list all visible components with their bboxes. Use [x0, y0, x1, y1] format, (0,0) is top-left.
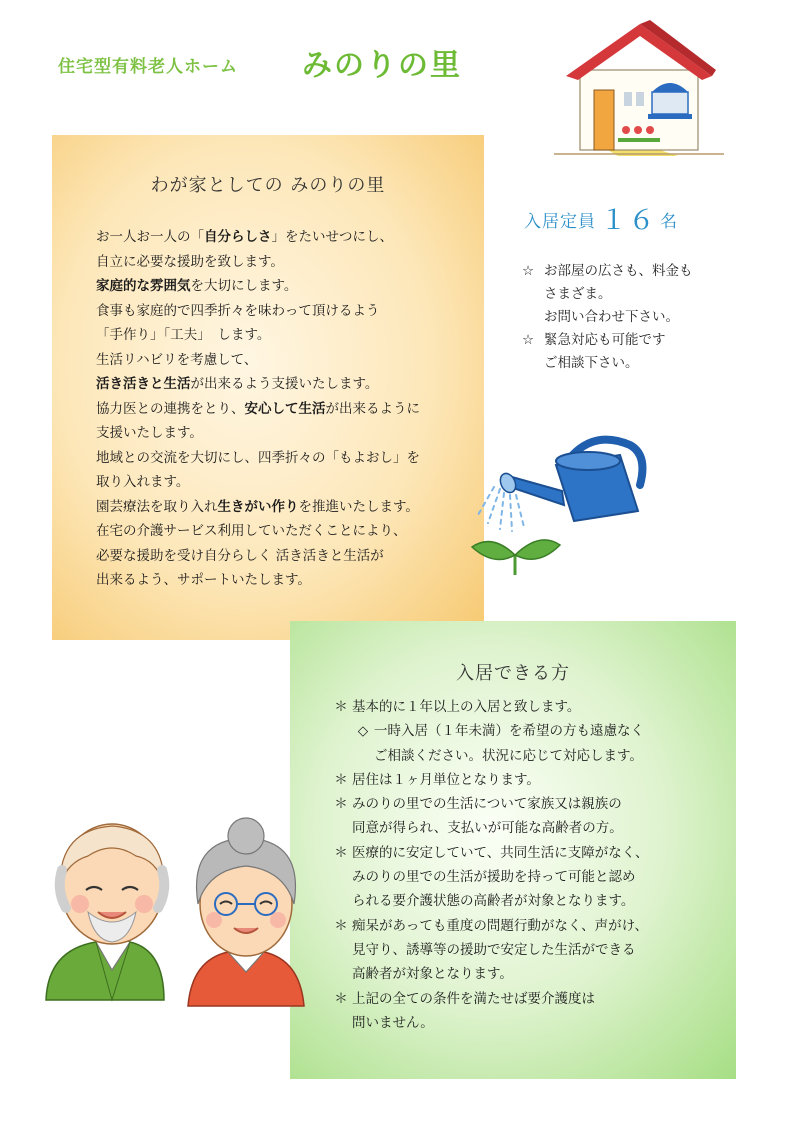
intro-line [96, 299, 476, 324]
asterisk-bullet-icon [330, 889, 352, 913]
asterisk-bullet-icon [330, 938, 352, 962]
asterisk-bullet-icon: ＊ [334, 990, 348, 1007]
intro-line [96, 544, 476, 569]
eligibility-line [330, 841, 730, 865]
capacity-label: 入居定員 [524, 212, 596, 232]
note-line [522, 260, 782, 283]
eligibility-line [330, 962, 730, 986]
asterisk-bullet-icon [330, 962, 352, 986]
intro-text: 在宅の介護サービス利用していただくことにより、 [96, 523, 407, 539]
intro-panel [52, 135, 484, 640]
note-text: お問い合わせ下さい。 [544, 309, 679, 325]
intro-line [96, 323, 476, 348]
capacity-number: １６ [600, 205, 656, 236]
intro-text: 取り入れます。 [96, 474, 190, 490]
eligibility-text: みのりの里での生活について家族又は親族の [352, 796, 622, 813]
facility-name: みのりの里 [302, 48, 462, 83]
eligibility-line [330, 889, 730, 913]
intro-text: 生活リハビリを考慮して、 [96, 351, 258, 368]
diamond-bullet-icon [352, 744, 374, 768]
star-bullet-icon [522, 352, 544, 375]
intro-emphasis: 安心して生活 [244, 400, 326, 417]
eligibility-line [330, 914, 730, 938]
intro-line [96, 446, 476, 471]
intro-text: が出来るように [325, 400, 420, 417]
eligibility-text: 痴呆があっても重度の問題行動がなく、声がけ、 [352, 917, 649, 934]
eligibility-line [330, 938, 730, 962]
intro-text: 食事も家庭的で四季折々を味わって頂けるよう [96, 302, 380, 319]
intro-text: を大切にします。 [190, 278, 298, 294]
intro-body [96, 225, 476, 593]
intro-text: 出来るよう、サポートいたします。 [96, 572, 311, 588]
eligibility-panel [290, 621, 736, 1079]
intro-line [96, 495, 476, 520]
watering-can-illustration [470, 415, 660, 580]
note-line [522, 283, 782, 306]
eligibility-text: 居住は１ヶ月単位となります。 [352, 771, 540, 788]
intro-text: お一人お一人の「 [96, 229, 204, 245]
note-line [522, 352, 782, 375]
asterisk-bullet-icon: ＊ [334, 771, 348, 788]
eligibility-line [330, 987, 730, 1011]
intro-text: 協力医との連携をとり、 [96, 400, 245, 417]
intro-line [96, 397, 476, 422]
elderly-couple-illustration [38, 800, 310, 1010]
eligibility-text: 基本的に１年以上の入居と致します。 [352, 699, 581, 715]
eligibility-text: 医療的に安定していて、共同生活に支障がなく、 [352, 844, 649, 861]
asterisk-bullet-icon [330, 1011, 352, 1035]
eligibility-text: られる要介護状態の高齢者が対象となります。 [352, 893, 635, 910]
eligibility-text: みのりの里での生活が援助を持って可能と認め [352, 869, 636, 886]
intro-line [96, 568, 476, 593]
note-text: 緊急対応も可能です [544, 332, 666, 348]
intro-text: 支援いたします。 [96, 425, 203, 441]
asterisk-bullet-icon: ＊ [334, 699, 348, 715]
house-illustration [548, 18, 728, 158]
intro-line [96, 250, 476, 275]
eligibility-line [330, 865, 730, 889]
intro-text: 園芸療法を取り入れ [96, 498, 218, 515]
intro-emphasis: 自分らしさ [204, 229, 272, 245]
intro-text: 必要な援助を受け自分らしく 活き活きと生活が [96, 547, 384, 564]
note-text: さまざま。 [544, 286, 612, 302]
eligibility-line [330, 719, 730, 743]
intro-text: 自立に必要な援助を致します。 [96, 253, 284, 270]
star-bullet-icon: ☆ [522, 263, 535, 279]
intro-emphasis: 生きがい作り [217, 498, 299, 515]
asterisk-bullet-icon [330, 816, 352, 840]
asterisk-bullet-icon: ＊ [334, 844, 348, 861]
eligibility-line [330, 744, 730, 768]
asterisk-bullet-icon: ＊ [334, 796, 348, 813]
intro-text: が出来るよう支援いたします。 [190, 376, 379, 392]
eligibility-title: 入居できる方 [456, 663, 570, 684]
facility-type: 住宅型有料老人ホーム [58, 57, 238, 77]
intro-line [96, 348, 476, 373]
star-bullet-icon [522, 306, 544, 329]
eligibility-line [330, 1011, 730, 1035]
intro-emphasis: 家庭的な雰囲気 [96, 278, 191, 294]
diamond-bullet-icon: ◇ [357, 723, 369, 740]
notes-list [522, 260, 782, 375]
eligibility-line [330, 816, 730, 840]
eligibility-text: 一時入居（１年未満）を希望の方も遠慮なく [374, 723, 644, 740]
intro-title: わが家としての みのりの里 [150, 175, 386, 196]
note-text: お部屋の広さも、料金も [544, 263, 693, 279]
eligibility-text: 問いません。 [352, 1014, 434, 1031]
intro-line [96, 225, 476, 250]
eligibility-line [330, 768, 730, 792]
intro-emphasis: 活き活きと生活 [96, 376, 191, 392]
asterisk-bullet-icon: ＊ [334, 917, 348, 934]
intro-text: を推進いたします。 [298, 498, 419, 515]
capacity-unit: 名 [660, 212, 678, 232]
intro-line [96, 470, 476, 495]
eligibility-list [330, 695, 730, 1035]
eligibility-text: 同意が得られ、支払いが可能な高齢者の方。 [352, 820, 623, 837]
note-line [522, 329, 782, 352]
intro-line [96, 372, 476, 397]
intro-text: 「手作り」「工夫」 します。 [96, 327, 271, 343]
capacity [524, 198, 678, 237]
eligibility-text: 高齢者が対象となります。 [352, 966, 513, 983]
intro-line [96, 274, 476, 299]
intro-line [96, 421, 476, 446]
eligibility-text: 見守り、誘導等の援助で安定した生活ができる [352, 941, 636, 958]
eligibility-line [330, 695, 730, 719]
intro-text: 」をたいせつにし、 [271, 229, 393, 245]
star-bullet-icon [522, 283, 544, 306]
intro-line [96, 519, 476, 544]
note-line [522, 306, 782, 329]
star-bullet-icon: ☆ [522, 332, 535, 348]
eligibility-text: ご相談ください。状況に応じて対応します。 [374, 747, 643, 764]
eligibility-text: 上記の全ての条件を満たせば要介護度は [352, 990, 595, 1007]
note-text: ご相談下さい。 [544, 355, 639, 371]
eligibility-line [330, 792, 730, 816]
intro-text: 地域との交流を大切にし、四季折々の「もよおし」を [96, 449, 420, 466]
asterisk-bullet-icon [330, 865, 352, 889]
